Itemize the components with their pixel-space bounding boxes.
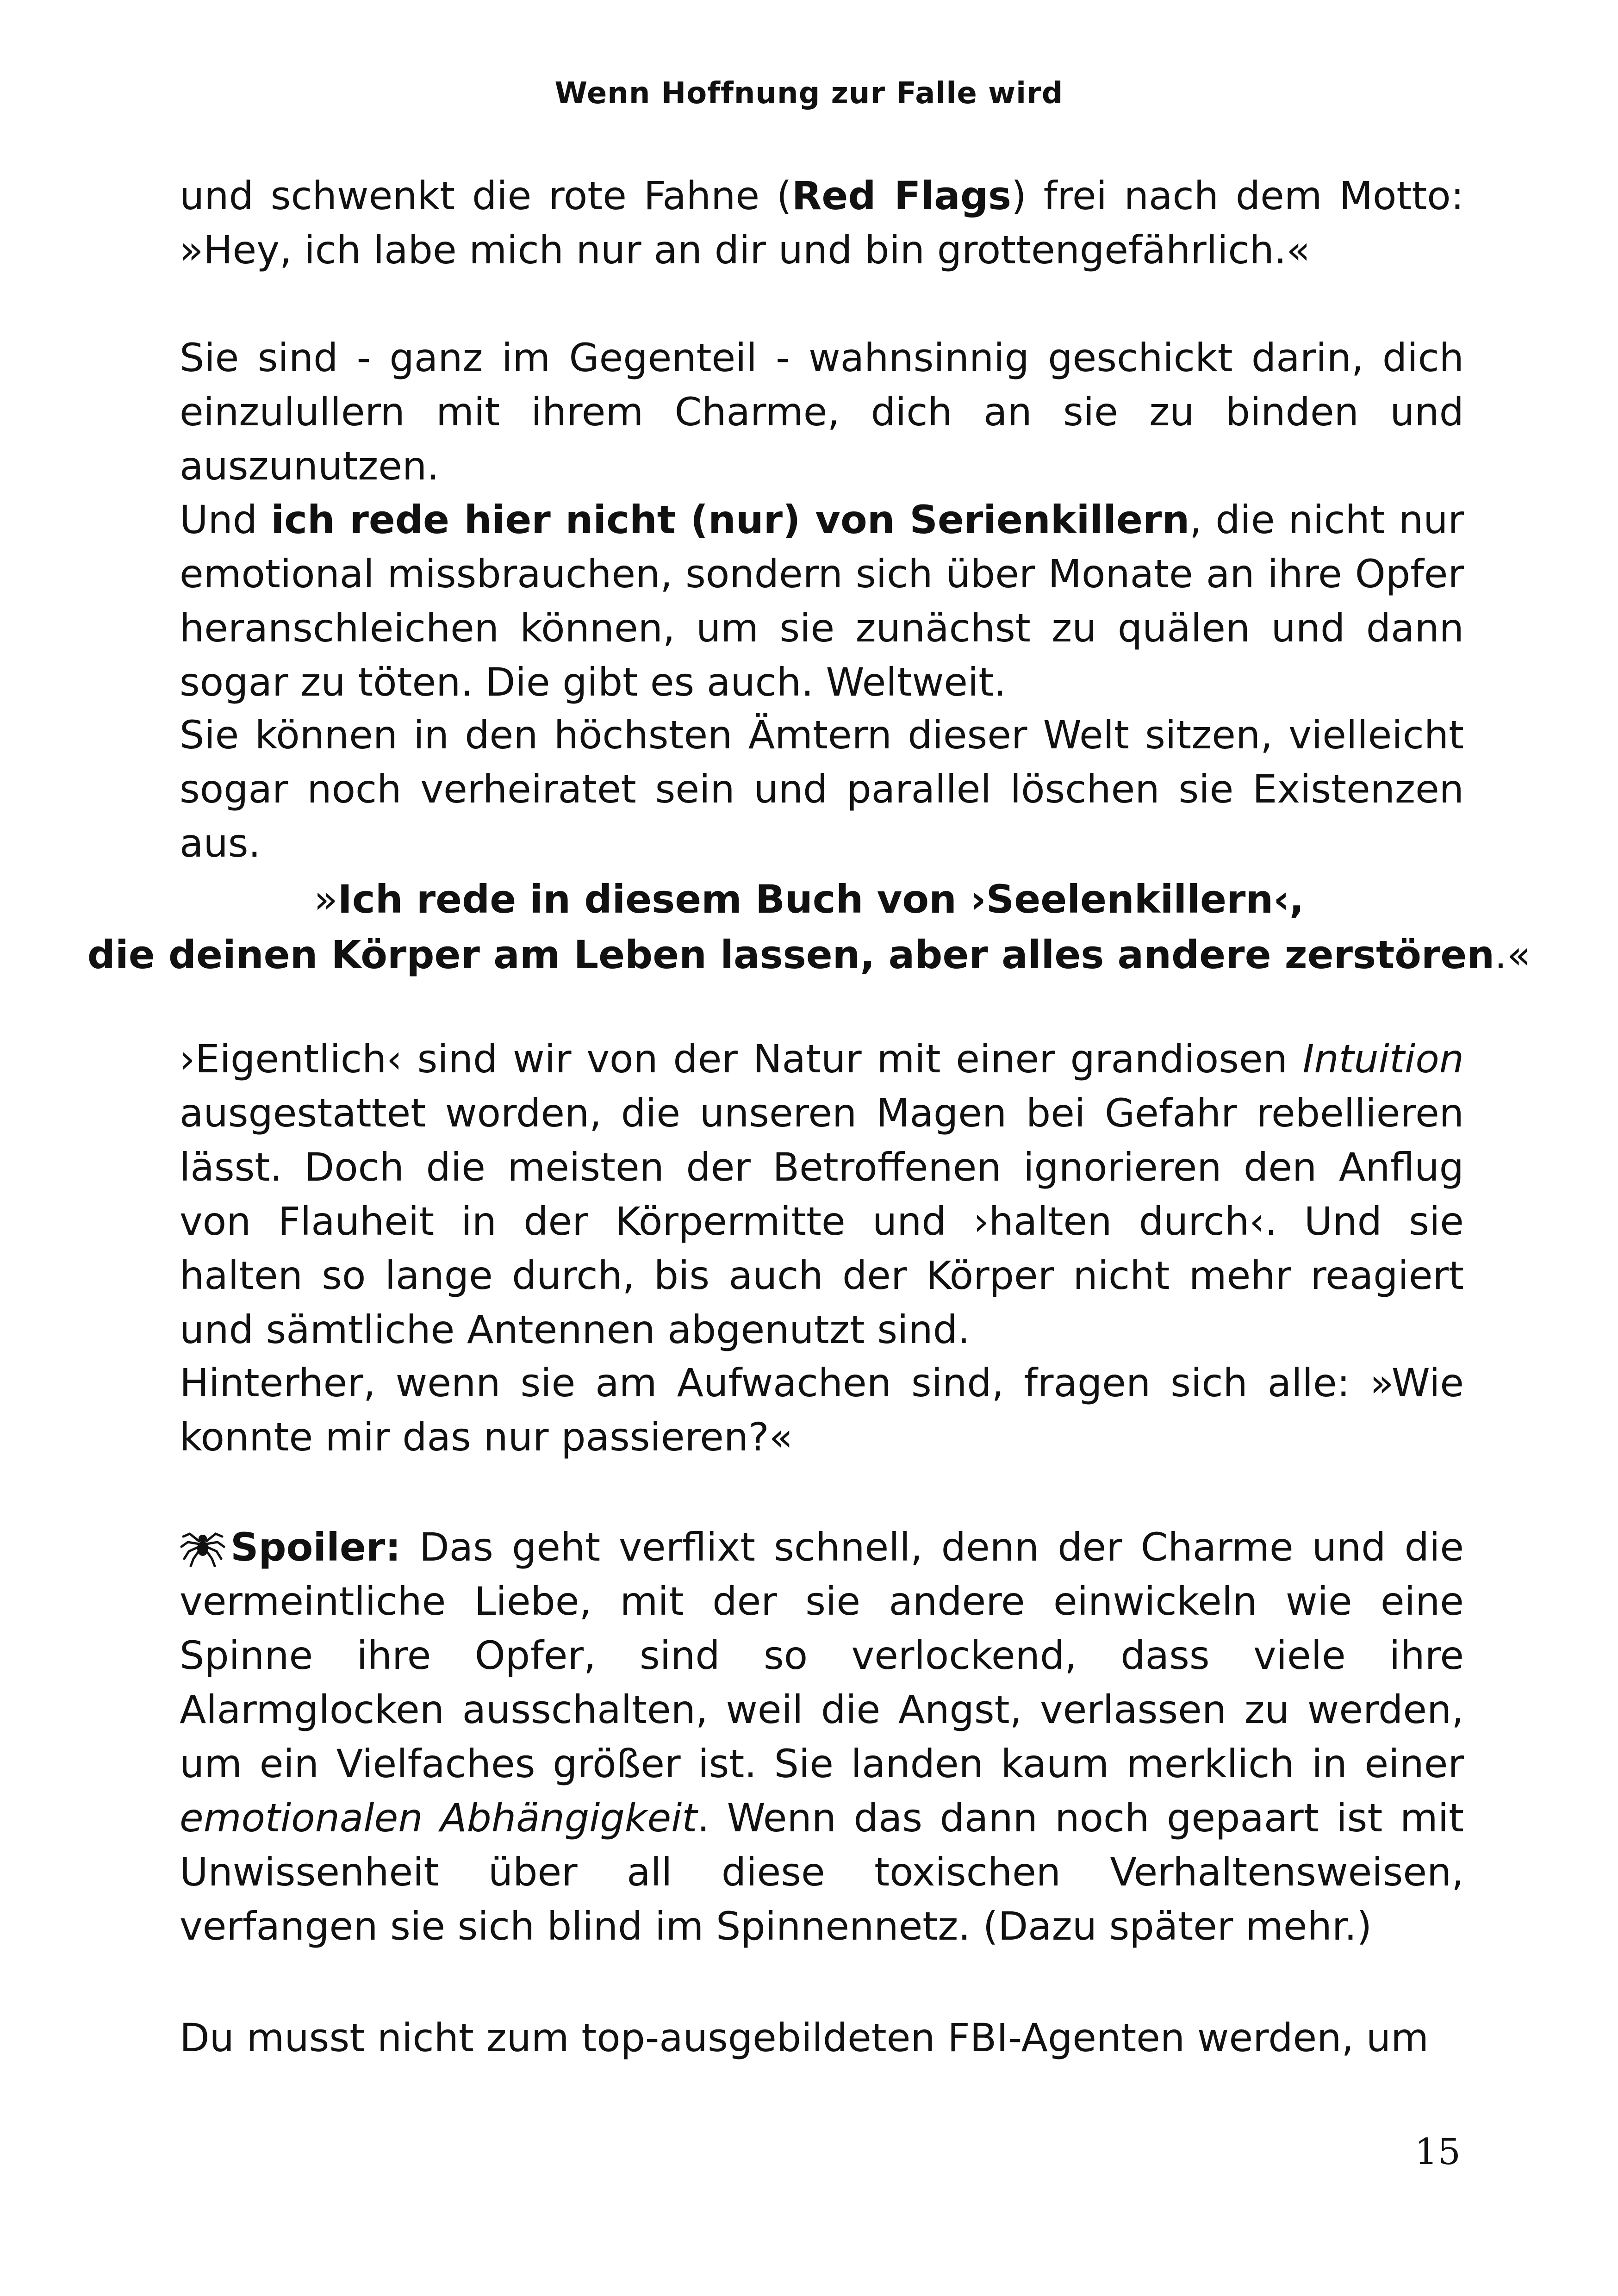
serial-killers-emphasis: ich rede hier nicht (nur) von Serienkillern (271, 497, 1190, 542)
paragraph-red-flags: und schwenkt die rote Fahne (Red Flags) frei nach dem Motto: »Hey, ich labe mich nur an dir und bin grottengefährlich.« (180, 173, 1464, 273)
intuition-term: Intuition (1302, 1036, 1464, 1082)
paragraph-charm: Sie sind - ganz im Gegenteil - wahnsinnig geschickt darin, dich einzulullern mit ihrem Charme, dich an sie zu binden und auszunutzen. (180, 335, 1464, 489)
paragraph-fbi: Du musst nicht zum top-ausgebildeten FBI-Agenten werden, um (180, 2015, 1429, 2060)
paragraph-offices: Sie können in den höchsten Ämtern dieser Welt sitzen, vielleicht sogar noch verheiratet sein und parallel löschen sie Existenzen aus. (180, 712, 1464, 866)
paragraph-afterwards: Hinterher, wenn sie am Aufwachen sind, fragen sich alle: »Wie konnte mir das nur passieren?« (180, 1360, 1464, 1460)
spoiler-label: Spoiler: (230, 1524, 401, 1570)
spider-icon (180, 1521, 226, 1567)
paragraph-intuition: ›Eigentlich‹ sind wir von der Natur mit einer grandiosen Intuition ausgestattet worden, die unseren Magen bei Gefahr rebellieren lässt. Doch die meisten der Betroffenen ignorieren den Anflug von Flauheit in der Körpermitte und ›halten durch‹. Und sie halten so lange durch, bis auch der Körper nicht mehr reagiert und sämtliche Antennen abgenutzt sind. (180, 1036, 1464, 1352)
quote-line-2: die deinen Körper am Leben lassen, aber alles andere zerstören.« (87, 932, 1531, 977)
running-header: Wenn Hoffnung zur Falle wird (554, 76, 1064, 111)
page-number: 15 (1414, 2131, 1461, 2173)
paragraph-spoiler: Spoiler: Das geht verflixt schnell, denn der Charme und die vermeintliche Liebe, mit der sie andere einwickeln wie eine Spinne ihre Opfer, sind so verlockend, dass viele ihre Alarmglocken ausschalten, weil die Angst, verlassen zu werden, um ein Vielfaches größer ist. Sie landen kaum merklich in einer emotionalen Abhängigkeit. Wenn das dann noch gepaart ist mit Unwissenheit über all diese toxischen Verhaltensweisen, verfangen sie sich blind im Spinnennetz. (Dazu später mehr.) (180, 1520, 1464, 1954)
paragraph-serial-killers: Und ich rede hier nicht (nur) von Serienkillern, die nicht nur emotional missbrauchen, sondern sich über Monate an ihre Opfer heranschleichen können, um sie zunächst zu quälen und dann sogar zu töten. Die gibt es auch. Weltweit. (180, 497, 1464, 705)
emotional-dependency-term: emotionalen Abhängigkeit (180, 1795, 697, 1841)
red-flags-term: Red Flags (791, 173, 1011, 218)
quote-line-1: »Ich rede in diesem Buch von ›Seelenkillern‹, (314, 877, 1304, 922)
